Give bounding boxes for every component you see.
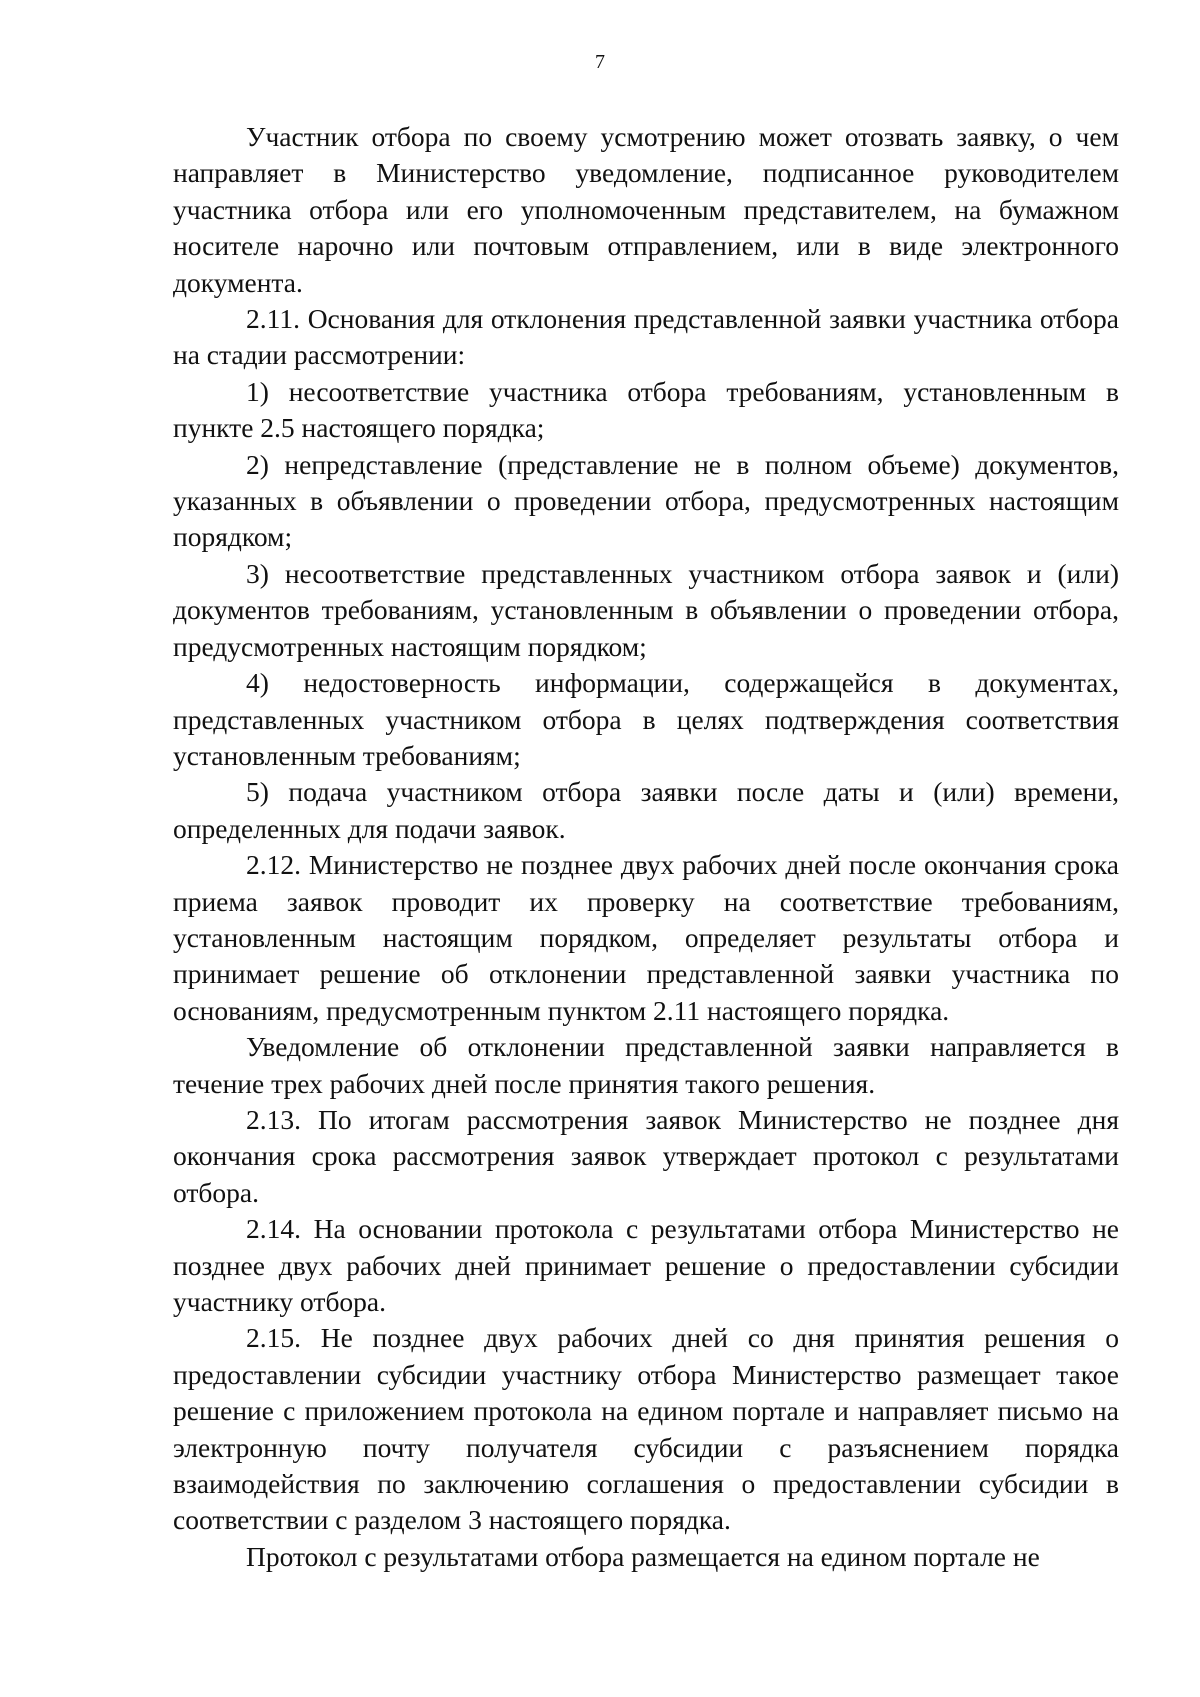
paragraph-withdrawal: Участник отбора по своему усмотрению может отозвать заявку, о чем направляет в Министерство уведомление, подписанное руководителем участника отбора или его уполномоченным представителем, на бумажном носителе нарочно или почтовым отправлением, или в виде электронного документа.	[173, 121, 1119, 298]
page-number: 7	[595, 51, 605, 73]
paragraph-2-14: 2.14. На основании протокола с результатами отбора Министерство не позднее двух рабочих дней принимает решение о предоставлении субсидии участнику отбора.	[173, 1213, 1119, 1317]
paragraph-2-15: 2.15. Не позднее двух рабочих дней со дня принятия решения о предоставлении субсидии участнику отбора Министерство размещает такое решение с приложением протокола на едином портале и направляет письмо на электронную почту получателя субсидии с разъяснением порядка взаимодействия по заключению соглашения о предоставлении субсидии в соответствии с разделом 3 настоящего порядка.	[173, 1322, 1119, 1536]
list-item-4: 4) недостоверность информации, содержащейся в документах, представленных участником отбора в целях подтверждения соответствия установленным требованиям;	[173, 667, 1119, 771]
paragraph-protocol: Протокол с результатами отбора размещается на едином портале не	[246, 1540, 1040, 1572]
list-item-5: 5) подача участником отбора заявки после даты и (или) времени, определенных для подачи заявок.	[173, 776, 1119, 844]
list-item-3: 3) несоответствие представленных участником отбора заявок и (или) документов требованиям, установленным в объявлении о проведении отбора, предусмотренных настоящим порядком;	[173, 557, 1119, 662]
document-body	[173, 119, 1119, 1575]
list-item-2: 2) непредставление (представление не в полном объеме) документов, указанных в объявлении о проведении отбора, предусмотренных настоящим порядком;	[173, 448, 1119, 553]
paragraph-2-12: 2.12. Министерство не позднее двух рабочих дней после окончания срока приема заявок проводит их проверку на соответствие требованиям, установленным настоящим порядком, определяет результаты отбора и принимает решение об отклонении представленной заявки участника по основаниям, предусмотренным пунктом 2.11 настоящего порядка.	[173, 849, 1119, 1026]
paragraph-2-13: 2.13. По итогам рассмотрения заявок Министерство не позднее дня окончания срока рассмотрения заявок утверждает протокол с результатами отбора.	[173, 1103, 1119, 1208]
paragraph-rejection-notice: Уведомление об отклонении представленной заявки направляется в течение трех рабочих дней после принятия такого решения.	[173, 1031, 1119, 1099]
list-item-1: 1) несоответствие участника отбора требованиям, установленным в пункте 2.5 настоящего порядка;	[173, 375, 1119, 444]
paragraph-2-11: 2.11. Основания для отклонения представленной заявки участника отбора на стадии рассмотрении:	[173, 303, 1119, 371]
